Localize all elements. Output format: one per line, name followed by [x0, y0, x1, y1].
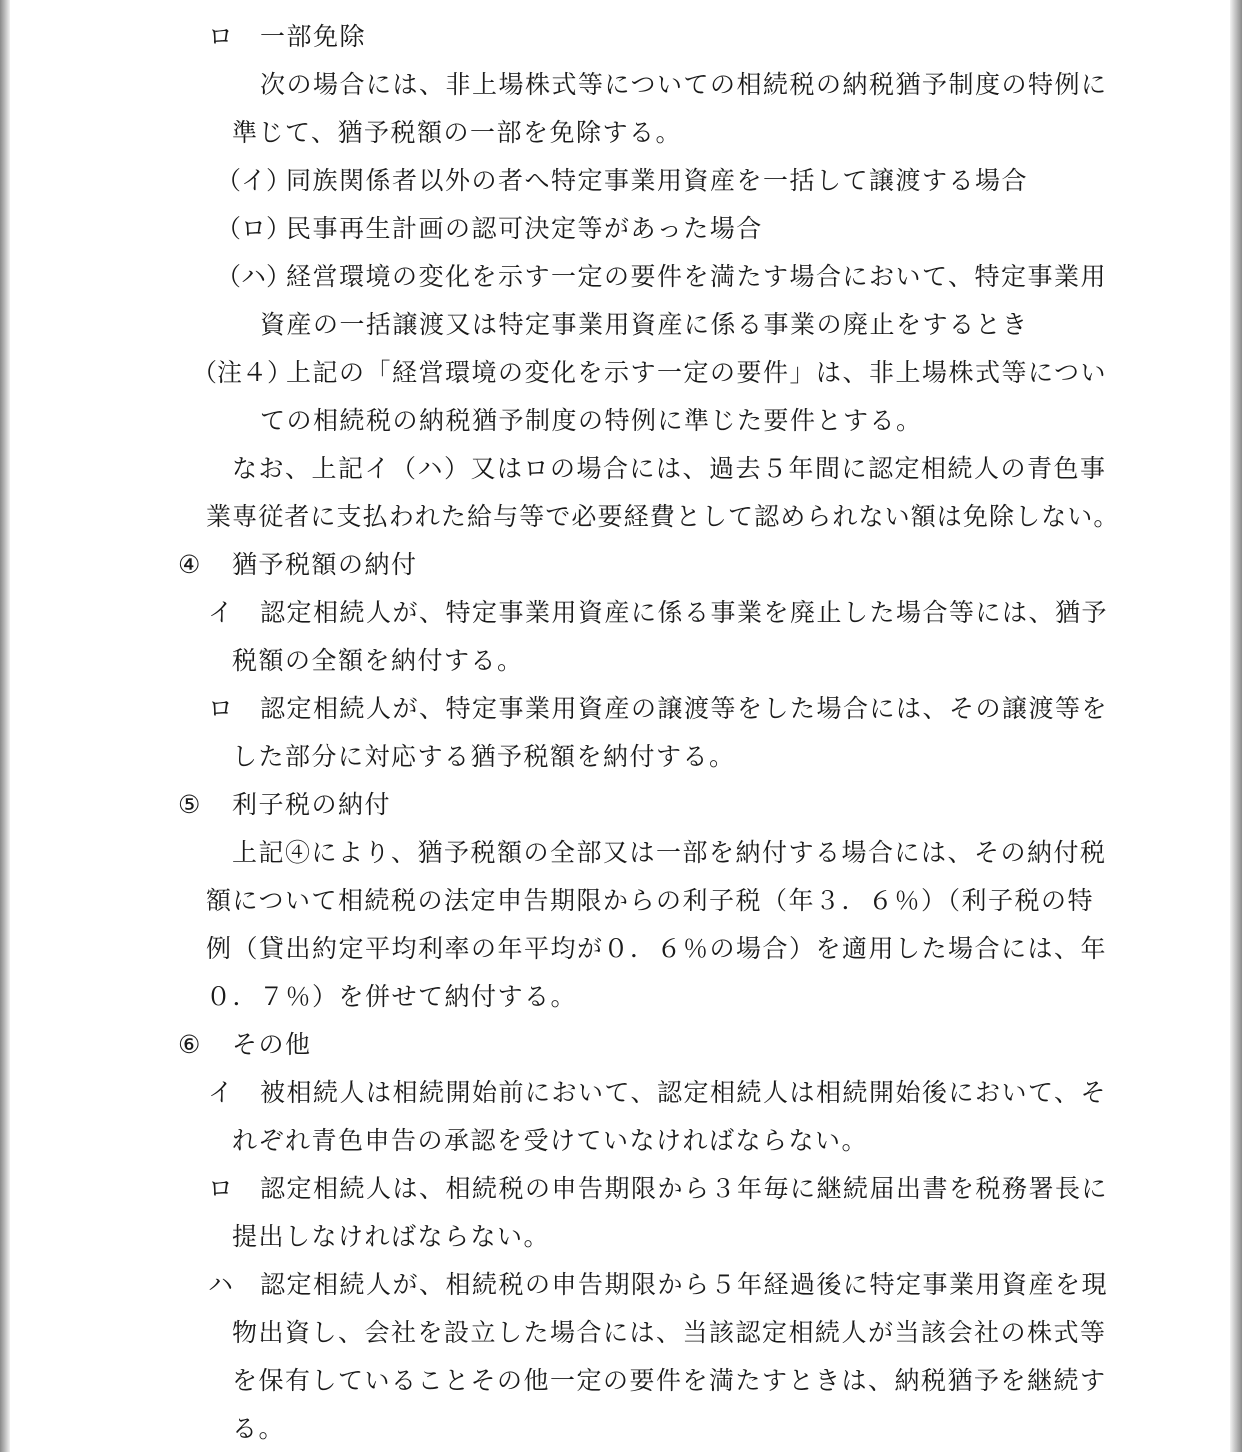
list-marker: （ハ） — [216, 262, 292, 291]
list-item-line: 認定相続人が、特定事業用資産の譲渡等をした場合には、その譲渡等を — [260, 694, 1109, 723]
paragraph-line: 準じて、猶予税額の一部を免除する。 — [232, 118, 683, 147]
list-item-line: れぞれ青色申告の承認を受けていなければならない。 — [232, 1126, 869, 1155]
list-marker: （イ） — [216, 166, 292, 195]
document-page — [10, 0, 1230, 1452]
section-marker: ⑤ — [178, 790, 201, 819]
section-heading: 猶予税額の納付 — [232, 550, 418, 579]
left-page-edge — [0, 0, 10, 1452]
list-item-line: 認定相続人が、特定事業用資産に係る事業を廃止した場合等には、猶予 — [260, 598, 1109, 627]
paragraph-line: 上記④により、猶予税額の全部又は一部を納付する場合には、その納付税 — [232, 838, 1107, 867]
paragraph-line: 例（貸出約定平均利率の年平均が０．６％の場合）を適用した場合には、年 — [206, 934, 1108, 963]
section-heading: 利子税の納付 — [232, 790, 392, 819]
section-marker: ロ — [208, 22, 234, 51]
list-item-line: 税額の全額を納付する。 — [232, 646, 524, 675]
list-item-line: 資産の一括譲渡又は特定事業用資産に係る事業の廃止をするとき — [260, 310, 1029, 339]
list-item-line: を保有していることその他一定の要件を満たすときは、納税猶予を継続す — [232, 1366, 1107, 1395]
paragraph-line: 次の場合には、非上場株式等についての相続税の納税猶予制度の特例に — [260, 70, 1108, 99]
paragraph-line: 業専従者に支払われた給与等で必要経費として認められない額は免除しない。 — [206, 502, 1120, 531]
section-marker: ④ — [178, 550, 201, 579]
list-marker: イ — [208, 598, 234, 627]
list-item-line: る。 — [232, 1414, 286, 1443]
list-item-line: 同族関係者以外の者へ特定事業用資産を一括して譲渡する場合 — [286, 166, 1029, 195]
list-marker: イ — [208, 1078, 234, 1107]
list-item-line: 経営環境の変化を示す一定の要件を満たす場合において、特定事業用 — [286, 262, 1108, 291]
list-item-line: した部分に対応する猶予税額を納付する。 — [232, 742, 736, 771]
list-item-line: 民事再生計画の認可決定等があった場合 — [286, 214, 763, 243]
right-page-edge — [1230, 0, 1242, 1452]
note-marker: （注４） — [192, 358, 293, 387]
section-heading: 一部免除 — [260, 22, 367, 51]
paragraph-line: ０．７％）を併せて納付する。 — [206, 982, 578, 1011]
paragraph-line: なお、上記イ（ハ）又はロの場合には、過去５年間に認定相続人の青色事 — [232, 454, 1107, 483]
list-marker: （ロ） — [216, 214, 292, 243]
note-line: 上記の「経営環境の変化を示す一定の要件」は、非上場株式等につい — [286, 358, 1108, 387]
section-heading: その他 — [232, 1030, 312, 1059]
list-item-line: 提出しなければならない。 — [232, 1222, 551, 1251]
list-item-line: 物出資し、会社を設立した場合には、当該認定相続人が当該会社の株式等 — [232, 1318, 1107, 1347]
list-item-line: 認定相続人が、相続税の申告期限から５年経過後に特定事業用資産を現 — [260, 1270, 1109, 1299]
paragraph-line: 額について相続税の法定申告期限からの利子税（年３．６％）（利子税の特 — [206, 886, 1095, 915]
list-marker: ハ — [208, 1270, 234, 1299]
note-line: ての相続税の納税猶予制度の特例に準じた要件とする。 — [260, 406, 923, 435]
section-marker: ⑥ — [178, 1030, 201, 1059]
list-marker: ロ — [208, 694, 234, 723]
list-item-line: 認定相続人は、相続税の申告期限から３年毎に継続届出書を税務署長に — [260, 1174, 1109, 1203]
list-marker: ロ — [208, 1174, 234, 1203]
list-item-line: 被相続人は相続開始前において、認定相続人は相続開始後において、そ — [260, 1078, 1108, 1107]
